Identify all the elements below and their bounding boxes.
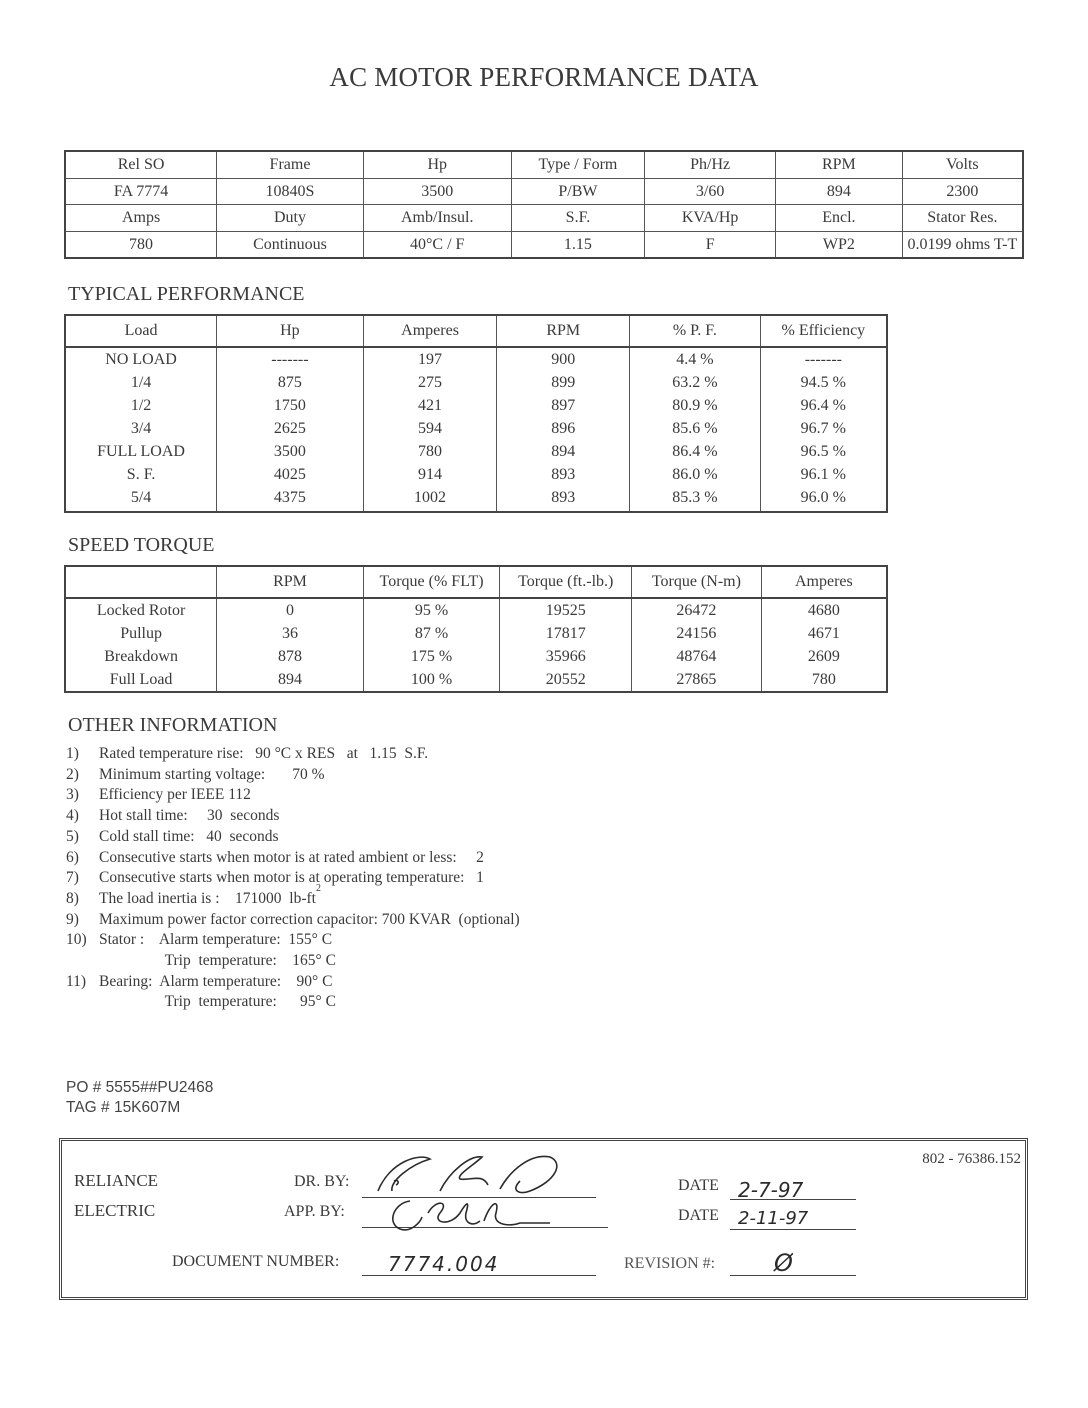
table-cell: 96.1 % <box>760 463 887 486</box>
list-item-text: Cold stall time: 40 seconds <box>99 827 279 845</box>
table-cell: 94.5 % <box>760 371 887 394</box>
list-item <box>66 951 520 972</box>
table-cell: FULL LOAD <box>65 440 217 463</box>
table-cell: 96.4 % <box>760 394 887 417</box>
table-cell: 80.9 % <box>630 394 761 417</box>
table-cell: NO LOAD <box>65 347 217 371</box>
list-item <box>66 765 520 786</box>
table-cell: 275 <box>363 371 497 394</box>
spec-header-cell: Amps <box>65 205 217 232</box>
typical-performance-table <box>64 314 888 513</box>
table-row <box>65 622 887 645</box>
table-cell: 894 <box>497 440 630 463</box>
table-cell: 3500 <box>217 440 364 463</box>
table-cell: ------- <box>217 347 364 371</box>
list-item-text: Trip temperature: 95° C <box>99 993 336 1011</box>
list-item <box>66 785 520 806</box>
company-name-line2: ELECTRIC <box>74 1201 156 1220</box>
table-cell: 19525 <box>500 598 632 622</box>
document-number-label: DOCUMENT NUMBER: <box>172 1253 340 1270</box>
approved-by-signature <box>380 1193 580 1235</box>
table-cell: 36 <box>217 622 364 645</box>
list-item-text: Hot stall time: 30 seconds <box>99 807 280 825</box>
column-header: Amperes <box>761 566 887 598</box>
drawn-by-label: DR. BY: <box>294 1173 350 1190</box>
table-cell: 63.2 % <box>630 371 761 394</box>
spec-value-cell: Continuous <box>217 232 364 259</box>
column-header <box>65 566 217 598</box>
table-cell: 96.7 % <box>760 417 887 440</box>
list-item <box>66 806 520 827</box>
table-cell: 4671 <box>761 622 887 645</box>
list-item-text: Maximum power factor correction capacitor: 700 KVAR (optional) <box>99 910 520 928</box>
spec-header-cell: Rel SO <box>65 151 217 179</box>
spec-value-cell: F <box>645 232 776 259</box>
list-item <box>66 910 520 931</box>
list-item-number: 2) <box>66 765 79 783</box>
table-cell: 1750 <box>217 394 364 417</box>
column-header: Torque (N-m) <box>632 566 762 598</box>
approved-by-label: APP. BY: <box>284 1203 345 1220</box>
list-item-number: 11) <box>66 972 87 990</box>
table-cell: 780 <box>761 668 887 692</box>
table-cell: 26472 <box>632 598 762 622</box>
approved-date-value: 2-11-97 <box>738 1208 809 1229</box>
list-item-number: 4) <box>66 807 79 825</box>
table-cell: 2625 <box>217 417 364 440</box>
spec-value-cell: 40°C / F <box>363 232 511 259</box>
spec-header-cell: Ph/Hz <box>645 151 776 179</box>
column-header: % P. F. <box>630 315 761 347</box>
table-row <box>65 668 887 692</box>
list-item <box>66 992 520 1013</box>
list-item <box>66 930 520 951</box>
spec-value-cell: 1.15 <box>511 232 645 259</box>
list-item-number <box>66 992 99 1013</box>
list-item-number: 7) <box>66 869 79 887</box>
table-cell: 893 <box>497 486 630 512</box>
list-item <box>66 848 520 869</box>
drawn-date-label: DATE <box>678 1177 719 1194</box>
table-cell: 1/4 <box>65 371 217 394</box>
list-item-text: Consecutive starts when motor is at rated ambient or less: 2 <box>99 848 484 866</box>
revision-line <box>730 1275 856 1276</box>
table-cell: 35966 <box>500 645 632 668</box>
list-item-text: Efficiency per IEEE 112 <box>99 786 251 804</box>
speed-torque-table <box>64 565 888 693</box>
table-cell: 780 <box>363 440 497 463</box>
table-cell: 96.5 % <box>760 440 887 463</box>
table-row <box>65 463 887 486</box>
table-cell: 87 % <box>363 622 500 645</box>
list-item-text: Stator : Alarm temperature: 155° C <box>99 931 333 949</box>
list-item <box>66 972 520 993</box>
list-item-text: The load inertia is : 171000 lb-ft <box>99 889 316 907</box>
spec-value-cell: 3500 <box>363 179 511 205</box>
table-cell: 100 % <box>363 668 500 692</box>
table-cell: 48764 <box>632 645 762 668</box>
spec-value-cell: 780 <box>65 232 217 259</box>
table-cell: 893 <box>497 463 630 486</box>
speed-header-row <box>65 566 887 598</box>
list-item-text: Bearing: Alarm temperature: 90° C <box>99 972 333 990</box>
drawn-date-value: 2-7-97 <box>738 1178 804 1202</box>
document-number-value: 7774.004 <box>388 1252 500 1276</box>
spec-header-cell: Duty <box>217 205 364 232</box>
table-cell: 875 <box>217 371 364 394</box>
spec-value-row-2 <box>65 232 1023 259</box>
spec-value-cell: FA 7774 <box>65 179 217 205</box>
table-cell: ------- <box>760 347 887 371</box>
po-number: PO # 5555##PU2468 <box>66 1079 214 1096</box>
approved-date-label: DATE <box>678 1207 719 1224</box>
column-header: Load <box>65 315 217 347</box>
table-row <box>65 440 887 463</box>
column-header: Torque (% FLT) <box>363 566 500 598</box>
list-item-text: Trip temperature: 165° C <box>99 952 336 970</box>
speed-torque-heading: SPEED TORQUE <box>68 534 215 556</box>
spec-header-cell: S.F. <box>511 205 645 232</box>
table-cell: 175 % <box>363 645 500 668</box>
table-cell: 4.4 % <box>630 347 761 371</box>
spec-value-cell: 10840S <box>217 179 364 205</box>
table-cell: 421 <box>363 394 497 417</box>
table-cell: 2609 <box>761 645 887 668</box>
table-cell: 24156 <box>632 622 762 645</box>
table-cell: 86.0 % <box>630 463 761 486</box>
table-row <box>65 371 887 394</box>
list-item-number: 10) <box>66 931 87 949</box>
table-row <box>65 417 887 440</box>
revision-value: Ø <box>774 1249 793 1277</box>
list-item <box>66 744 520 765</box>
spec-header-cell: Type / Form <box>511 151 645 179</box>
motor-spec-table <box>64 150 1024 259</box>
typical-performance-heading: TYPICAL PERFORMANCE <box>68 283 305 305</box>
table-cell: 897 <box>497 394 630 417</box>
other-information-list <box>66 744 520 1013</box>
table-cell: 27865 <box>632 668 762 692</box>
spec-header-cell: Frame <box>217 151 364 179</box>
table-cell: 1/2 <box>65 394 217 417</box>
order-info <box>66 1078 213 1118</box>
spec-value-cell: 894 <box>776 179 903 205</box>
table-cell: Pullup <box>65 622 217 645</box>
spec-header-cell: KVA/Hp <box>645 205 776 232</box>
spec-header-row-2 <box>65 205 1023 232</box>
table-row <box>65 394 887 417</box>
typical-performance-body <box>65 347 887 512</box>
list-item-text: Minimum starting voltage: 70 % <box>99 765 325 783</box>
table-cell: 896 <box>497 417 630 440</box>
spec-value-cell: 2300 <box>902 179 1023 205</box>
table-cell: 4025 <box>217 463 364 486</box>
table-row <box>65 486 887 512</box>
list-item-number: 1) <box>66 745 79 762</box>
reference-number: 802 - 76386.152 <box>922 1151 1021 1167</box>
list-item-text: Rated temperature rise: 90 °C x RES at 1.15 S.F. <box>99 745 429 762</box>
table-row <box>65 347 887 371</box>
table-cell: Locked Rotor <box>65 598 217 622</box>
table-cell: Full Load <box>65 668 217 692</box>
list-item-number <box>66 951 99 972</box>
column-header: RPM <box>497 315 630 347</box>
list-item <box>66 827 520 848</box>
table-cell: 899 <box>497 371 630 394</box>
spec-value-cell: P/BW <box>511 179 645 205</box>
company-name-line1: RELIANCE <box>74 1171 159 1190</box>
column-header: Hp <box>217 315 364 347</box>
spec-value-cell: WP2 <box>776 232 903 259</box>
table-cell: 0 <box>217 598 364 622</box>
table-cell: 4375 <box>217 486 364 512</box>
other-information-heading: OTHER INFORMATION <box>68 714 278 736</box>
list-item-number: 3) <box>66 786 79 804</box>
table-row <box>65 598 887 622</box>
spec-header-cell: Volts <box>902 151 1023 179</box>
superscript: 2 <box>315 882 321 894</box>
typical-header-row <box>65 315 887 347</box>
table-cell: 3/4 <box>65 417 217 440</box>
list-item-text: Consecutive starts when motor is at operating temperature: 1 <box>99 869 484 887</box>
spec-header-cell: RPM <box>776 151 903 179</box>
spec-value-row-1 <box>65 179 1023 205</box>
list-item <box>66 868 520 889</box>
approved-date-line <box>730 1229 856 1230</box>
table-cell: 594 <box>363 417 497 440</box>
table-cell: 96.0 % <box>760 486 887 512</box>
list-item-number: 6) <box>66 848 79 866</box>
table-cell: 85.6 % <box>630 417 761 440</box>
table-cell: 4680 <box>761 598 887 622</box>
document-title: AC MOTOR PERFORMANCE DATA <box>329 62 759 92</box>
list-item-number: 9) <box>66 910 79 928</box>
tag-number: TAG # 15K607M <box>66 1099 181 1116</box>
spec-header-cell: Hp <box>363 151 511 179</box>
speed-torque-body <box>65 598 887 692</box>
table-cell: 878 <box>217 645 364 668</box>
revision-label: REVISION #: <box>624 1255 716 1272</box>
table-cell: 914 <box>363 463 497 486</box>
column-header: Amperes <box>363 315 497 347</box>
table-row <box>65 645 887 668</box>
spec-value-cell: 0.0199 ohms T-T <box>902 232 1023 259</box>
table-cell: 85.3 % <box>630 486 761 512</box>
drawn-by-signature <box>370 1151 580 1199</box>
spec-value-cell: 3/60 <box>645 179 776 205</box>
table-cell: S. F. <box>65 463 217 486</box>
table-cell: 86.4 % <box>630 440 761 463</box>
table-cell: 95 % <box>363 598 500 622</box>
list-item-number: 5) <box>66 827 79 845</box>
table-cell: 5/4 <box>65 486 217 512</box>
table-cell: 20552 <box>500 668 632 692</box>
table-cell: 17817 <box>500 622 632 645</box>
spec-header-cell: Amb/Insul. <box>363 205 511 232</box>
column-header: Torque (ft.-lb.) <box>500 566 632 598</box>
table-cell: 197 <box>363 347 497 371</box>
title-block <box>59 1138 1028 1300</box>
table-cell: Breakdown <box>65 645 217 668</box>
list-item-number: 8) <box>66 889 79 907</box>
table-cell: 1002 <box>363 486 497 512</box>
column-header: % Efficiency <box>760 315 887 347</box>
list-item <box>66 882 520 910</box>
spec-header-cell: Encl. <box>776 205 903 232</box>
column-header: RPM <box>217 566 364 598</box>
table-cell: 900 <box>497 347 630 371</box>
spec-header-cell: Stator Res. <box>902 205 1023 232</box>
table-cell: 894 <box>217 668 364 692</box>
spec-header-row-1 <box>65 151 1023 179</box>
